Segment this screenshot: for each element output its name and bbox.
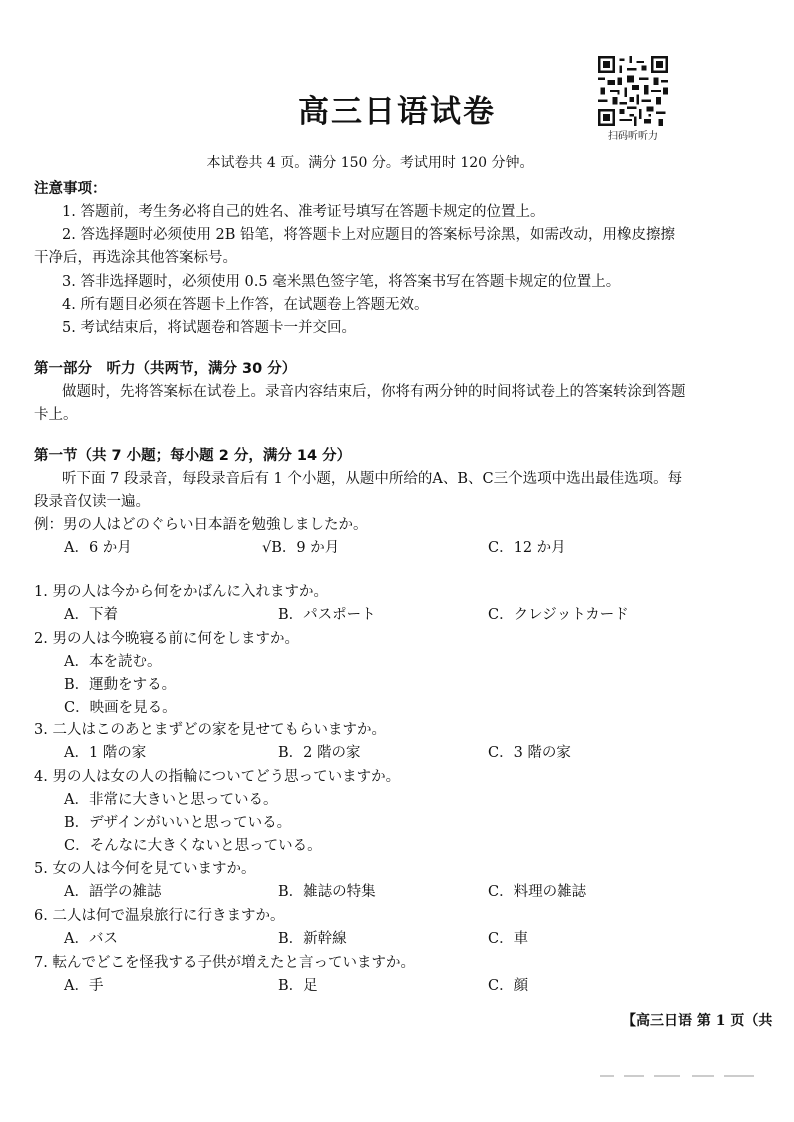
section1-instructions-cont: 段录音仅读一遍。	[34, 494, 150, 510]
question-4: 4. 男の人は女の人の指輪についてどう思っていますか。	[34, 769, 401, 785]
qr-code-label: 扫码听听力	[608, 131, 658, 142]
q7-option-b: B．足	[278, 978, 318, 994]
q6-option-c: C．車	[488, 931, 529, 947]
q2-option-c: C．映画を見る。	[64, 700, 177, 716]
page-footer: 【高三日语 第 1 页（共	[622, 1013, 773, 1029]
q5-option-a: A．語学の雑誌	[64, 884, 162, 900]
question-5: 5. 女の人は今何を見ていますか。	[34, 861, 256, 877]
notice-item-1: 1. 答题前，考生务必将自己的姓名、准考证号填写在答题卡规定的位置上。	[62, 204, 545, 220]
q1-option-b: B．パスポート	[278, 607, 376, 623]
q3-option-a: A．1 階の家	[64, 745, 147, 761]
q3-option-c: C．3 階の家	[488, 745, 571, 761]
qr-code-icon	[598, 56, 668, 126]
q7-option-c: C．顔	[488, 978, 529, 994]
question-6: 6. 二人は何で温泉旅行に行きますか。	[34, 908, 285, 924]
q3-option-b: B．2 階の家	[278, 745, 361, 761]
example-option-c: C．12 か月	[488, 540, 566, 556]
question-3: 3. 二人はこのあとまずどの家を見せてもらいますか。	[34, 722, 386, 738]
scan-artifact	[600, 1072, 770, 1080]
q4-option-b: B．デザインがいいと思っている。	[64, 815, 292, 831]
q5-option-c: C．料理の雑誌	[488, 884, 587, 900]
question-7: 7. 転んでどこを怪我する子供が増えたと言っていますか。	[34, 955, 415, 971]
section1-heading: 第一节（共 7 小题；每小题 2 分，满分 14 分）	[34, 448, 352, 464]
q2-option-b: B．運動をする。	[64, 677, 177, 693]
q1-option-c: C．クレジットカード	[488, 607, 629, 623]
q5-option-b: B．雑誌の特集	[278, 884, 376, 900]
page-title: 高三日语试卷	[298, 94, 496, 130]
q4-option-a: A．非常に大きいと思っている。	[64, 792, 278, 808]
q7-option-a: A．手	[64, 978, 104, 994]
part1-instructions: 做题时，先将答案标在试卷上。录音内容结束后，你将有两分钟的时间将试卷上的答案转涂到答题	[62, 384, 686, 400]
notice-item-2-cont: 干净后，再选涂其他答案标号。	[34, 250, 237, 266]
exam-info: 本试卷共 4 页。满分 150 分。考试用时 120 分钟。	[206, 155, 534, 171]
question-2: 2. 男の人は今晩寝る前に何をしますか。	[34, 631, 299, 647]
q1-option-a: A．下着	[64, 607, 118, 623]
example-option-b: √B．9 か月	[262, 540, 340, 556]
notice-item-4: 4. 所有题目必须在答题卡上作答，在试题卷上答题无效。	[62, 297, 429, 313]
part1-instructions-cont: 卡上。	[34, 407, 78, 423]
q6-option-b: B．新幹線	[278, 931, 347, 947]
example-option-a: A．6 か月	[64, 540, 132, 556]
example-question: 例：男の人はどのぐらい日本語を勉強しましたか。	[34, 517, 368, 533]
notice-item-5: 5. 考试结束后，将试题卷和答题卡一并交回。	[62, 320, 356, 336]
notice-item-3: 3. 答非选择题时，必须使用 0.5 毫米黑色签字笔，将答案书写在答题卡规定的位置上。	[62, 274, 621, 290]
q6-option-a: A．バス	[64, 931, 118, 947]
part1-heading: 第一部分 听力（共两节，满分 30 分）	[34, 361, 297, 377]
question-1: 1. 男の人は今から何をかばんに入れますか。	[34, 584, 328, 600]
q4-option-c: C．そんなに大きくないと思っている。	[64, 838, 322, 854]
notice-item-2: 2. 答选择题时必须使用 2B 铅笔，将答题卡上对应题目的答案标号涂黑，如需改动，用橡皮擦擦	[62, 227, 676, 243]
section1-instructions: 听下面 7 段录音，每段录音后有 1 个小题，从题中所给的A、B、C三个选项中选出最佳选项。每	[62, 471, 683, 487]
q2-option-a: A．本を読む。	[64, 654, 162, 670]
notice-heading: 注意事项：	[34, 181, 107, 197]
